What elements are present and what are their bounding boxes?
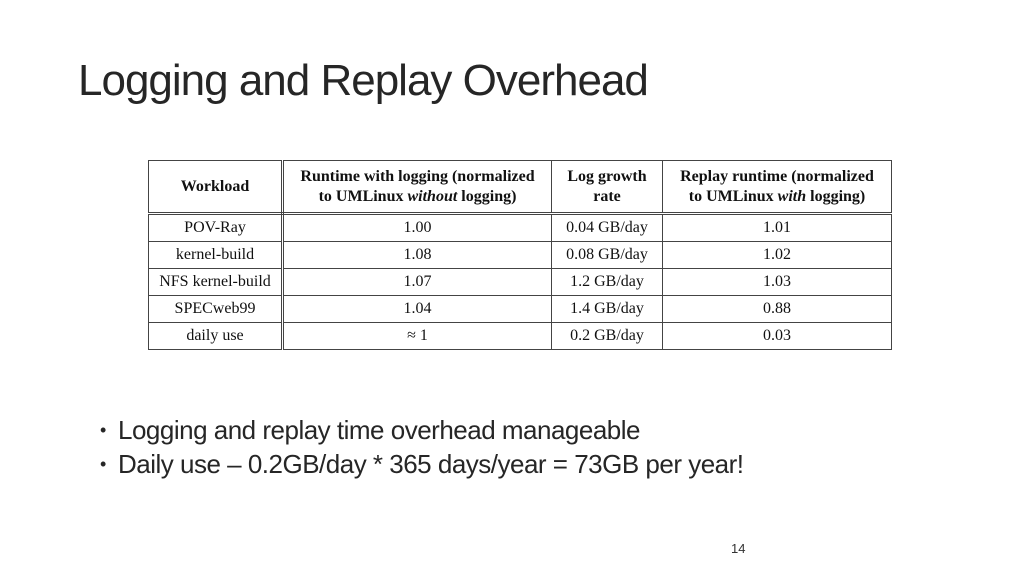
cell-log-growth: 1.4 GB/day <box>552 296 663 323</box>
bullet-dot-icon: • <box>100 454 106 474</box>
header-growth-line2: rate <box>593 187 621 205</box>
cell-workload: POV-Ray <box>149 214 283 242</box>
cell-replay: 0.88 <box>663 296 892 323</box>
bullet-dot-icon: • <box>100 420 106 440</box>
cell-runtime: 1.00 <box>283 214 552 242</box>
header-workload <box>149 161 283 214</box>
cell-replay: 1.02 <box>663 242 892 269</box>
cell-runtime: ≈ 1 <box>283 323 552 350</box>
cell-workload: NFS kernel-build <box>149 269 283 296</box>
table-row <box>149 323 892 350</box>
table-header-row <box>149 161 892 214</box>
cell-runtime: 1.08 <box>283 242 552 269</box>
cell-replay: 1.03 <box>663 269 892 296</box>
header-log-growth <box>552 161 663 214</box>
cell-runtime: 1.04 <box>283 296 552 323</box>
cell-replay: 0.03 <box>663 323 892 350</box>
bullet-item <box>100 413 744 447</box>
bullet-text: Logging and replay time overhead manageable <box>118 415 640 445</box>
header-runtime-line2-post: logging) <box>457 187 517 205</box>
bullet-text: Daily use – 0.2GB/day * 365 days/year = 73GB per year! <box>118 449 744 479</box>
cell-log-growth: 0.04 GB/day <box>552 214 663 242</box>
table-row <box>149 242 892 269</box>
header-runtime-line2-pre: to UMLinux <box>318 187 408 205</box>
bullet-list <box>100 413 744 481</box>
cell-log-growth: 1.2 GB/day <box>552 269 663 296</box>
header-replay <box>663 161 892 214</box>
cell-runtime: 1.07 <box>283 269 552 296</box>
header-replay-line1: Replay runtime (normalized <box>680 167 874 185</box>
cell-log-growth: 0.08 GB/day <box>552 242 663 269</box>
table-row <box>149 214 892 242</box>
header-runtime-line1: Runtime with logging (normalized <box>300 167 535 185</box>
header-replay-line2-post: logging) <box>806 187 866 205</box>
bullet-item <box>100 447 744 481</box>
cell-replay: 1.01 <box>663 214 892 242</box>
header-runtime <box>283 161 552 214</box>
cell-log-growth: 0.2 GB/day <box>552 323 663 350</box>
cell-workload: daily use <box>149 323 283 350</box>
table-row <box>149 269 892 296</box>
slide-title: Logging and Replay Overhead <box>78 56 648 105</box>
overhead-table <box>148 160 892 350</box>
cell-workload: kernel-build <box>149 242 283 269</box>
header-workload-label: Workload <box>180 177 250 195</box>
page-number: 14 <box>731 541 746 556</box>
table-row <box>149 296 892 323</box>
header-runtime-line2-emphasis: without <box>407 187 458 205</box>
cell-workload: SPECweb99 <box>149 296 283 323</box>
header-replay-line2-emphasis: with <box>777 187 807 205</box>
header-growth-line1: Log growth <box>567 167 647 185</box>
header-replay-line2-pre: to UMLinux <box>688 187 778 205</box>
